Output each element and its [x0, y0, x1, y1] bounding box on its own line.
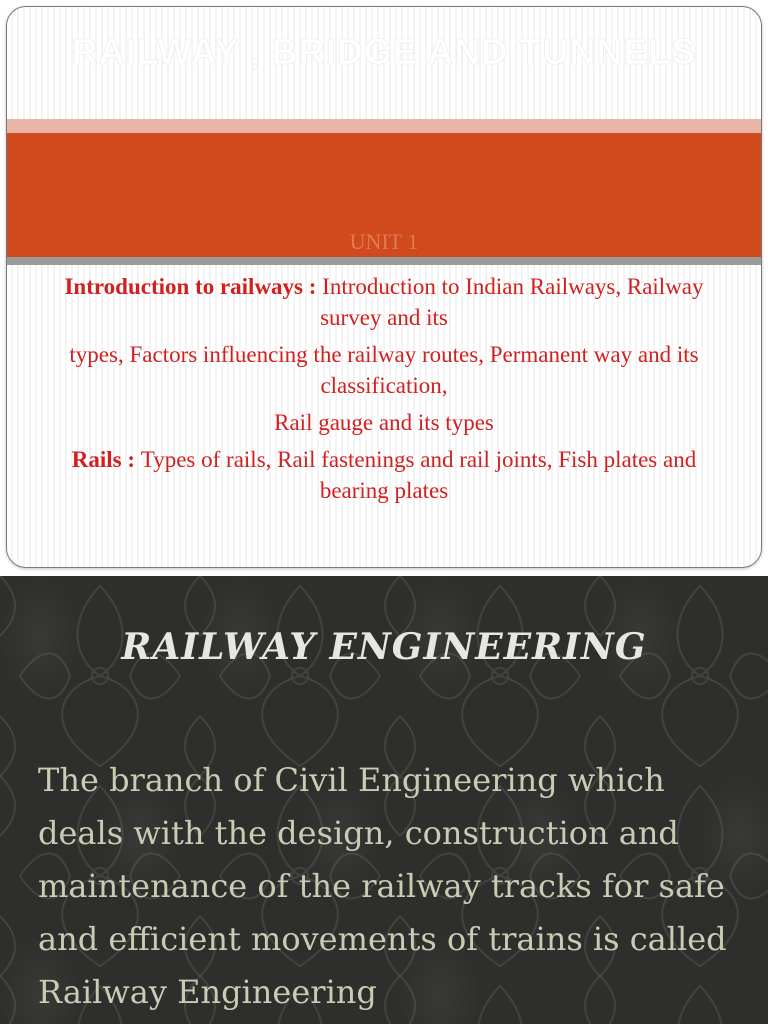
slide-2-title: RAILWAY ENGINEERING: [121, 626, 647, 668]
syllabus-text-line: types, Factors influencing the railway routes, Permanent way and its classification,: [69, 342, 699, 398]
slide-2: [0, 576, 768, 1024]
syllabus-paragraph: [47, 271, 721, 333]
definition-text: The branch of Civil Engineering which deals with the design, construction and maintenance of the railway tracks for safe and efficient movements of trains is called Railway Engineering: [38, 761, 727, 1011]
pink-band: [7, 119, 761, 133]
gray-band: [7, 257, 761, 265]
syllabus-heading: Rails :: [71, 447, 141, 472]
syllabus-text: [47, 271, 721, 512]
syllabus-paragraph: [47, 339, 721, 401]
slide-1-card: [6, 6, 762, 568]
syllabus-paragraph: [47, 444, 721, 506]
syllabus-text-line: Introduction to Indian Railways, Railway survey and its: [320, 274, 704, 330]
syllabus-text-line: Types of rails, Rail fastenings and rail joints, Fish plates and bearing plates: [140, 447, 697, 503]
unit-label: UNIT 1: [349, 229, 419, 254]
syllabus-paragraph: [47, 407, 721, 438]
syllabus-heading: Introduction to railways :: [64, 274, 323, 299]
slide-1-title: RAILWAY , BRIDGE AND TUNNELS: [71, 31, 697, 72]
syllabus-text-line: Rail gauge and its types: [274, 410, 494, 435]
